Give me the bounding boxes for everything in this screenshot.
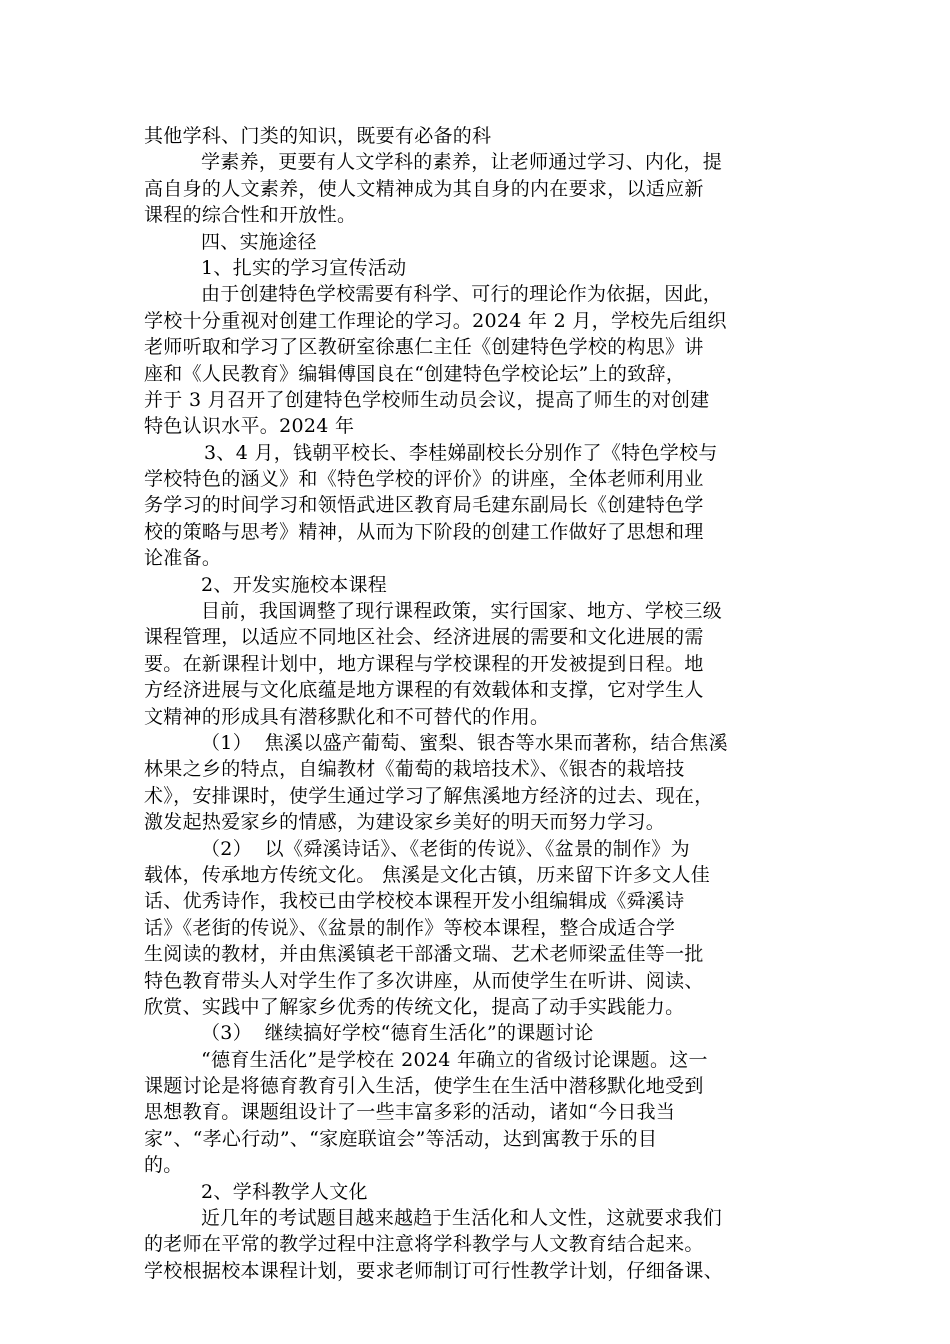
text-line: 座和《人民教育》编辑傅国良在“创建特色学校论坛”上的致辞， <box>144 362 686 385</box>
text-line: 生阅读的教材，并由焦溪镇老干部潘文瑞、艺术老师梁孟佳等一批 <box>144 943 704 966</box>
text-line: 术》，安排课时，使学生通过学习了解焦溪地方经济的过去、现在， <box>144 784 714 807</box>
text-line: 特色教育带头人对学生作了多次讲座，从而使学生在听讲、阅读、 <box>144 969 704 992</box>
text-line: 务学习的时间学习和领悟武进区教育局毛建东副局长《创建特色学 <box>144 494 704 517</box>
text-line: 要。在新课程计划中，地方课程与学校课程的开发被提到日程。地 <box>144 652 704 675</box>
text-line: 学校十分重视对创建工作理论的学习。2024 年 2 月，学校先后组织 <box>144 309 727 332</box>
text-line: （2） 以《舜溪诗话》、《老街的传说》、《盆景的制作》为 <box>201 837 690 860</box>
text-line: 的。 <box>144 1154 183 1177</box>
text-line: 课程的综合性和开放性。 <box>144 204 357 227</box>
text-line: 由于创建特色学校需要有科学、可行的理论作为依据，因此， <box>201 283 723 306</box>
text-line: 文精神的形成具有潜移默化和不可替代的作用。 <box>144 705 550 728</box>
text-line: 课程管理，以适应不同地区社会、经济进展的需要和文化进展的需 <box>144 626 704 649</box>
text-line: 2、开发实施校本课程 <box>201 573 388 596</box>
text-line: 学素养，更要有人文学科的素养，让老师通过学习、内化，提 <box>201 151 723 174</box>
text-line: 学校根据校本课程计划，要求老师制订可行性教学计划，仔细备课、 <box>144 1259 724 1282</box>
text-line: 学校特色的涵义》和《特色学校的评价》的讲座，全体老师利用业 <box>144 468 704 491</box>
text-line: “德育生活化”是学校在 2024 年确立的省级讨论课题。这一 <box>201 1048 708 1071</box>
text-line: 的老师在平常的教学过程中注意将学科教学与人文教育结合起来。 <box>144 1233 704 1256</box>
text-line: 话》《老街的传说》、《盆景的制作》等校本课程，整合成适合学 <box>144 916 676 939</box>
text-line: 高自身的人文素养，使人文精神成为其自身的内在要求，以适应新 <box>144 177 704 200</box>
text-line: 思想教育。课题组设计了一些丰富多彩的活动，诸如“今日我当 <box>144 1101 676 1124</box>
text-line: 课题讨论是将德育教育引入生活，使学生在生活中潜移默化地受到 <box>144 1075 704 1098</box>
text-line: 老师听取和学习了区教研室徐惠仁主任《创建特色学校的构思》讲 <box>144 336 704 359</box>
text-line: 话、优秀诗作，我校已由学校校本课程开发小组编辑成《舜溪诗 <box>144 890 685 913</box>
text-line: 家”、“孝心行动”、“家庭联谊会”等活动，达到寓教于乐的目 <box>144 1127 658 1150</box>
text-line: （1） 焦溪以盛产葡萄、蜜梨、银杏等水果而著称，结合焦溪 <box>201 731 728 754</box>
text-line: 欣赏、实践中了解家乡优秀的传统文化，提高了动手实践能力。 <box>144 995 685 1018</box>
text-line: 2、学科教学人文化 <box>201 1180 368 1203</box>
document-body <box>144 123 824 1284</box>
text-line: 论准备。 <box>144 547 222 570</box>
text-line: 并于 3 月召开了创建特色学校师生动员会议，提高了师生的对创建 <box>144 388 710 411</box>
text-line: 特色认识水平。2024 年 <box>144 415 355 438</box>
text-line: （3） 继续搞好学校“德育生活化”的课题讨论 <box>201 1022 594 1045</box>
text-line: 方经济进展与文化底蕴是地方课程的有效载体和支撑，它对学生人 <box>144 679 704 702</box>
text-line: 激发起热爱家乡的情感，为建设家乡美好的明天而努力学习。 <box>144 811 666 834</box>
text-line: 目前，我国调整了现行课程政策，实行国家、地方、学校三级 <box>201 600 723 623</box>
text-line: 近几年的考试题目越来越趋于生活化和人文性，这就要求我们 <box>201 1207 723 1230</box>
text-line: 其他学科、门类的知识，既要有必备的科 <box>144 125 492 147</box>
text-line: 载体，传承地方传统文化。 焦溪是文化古镇，历来留下许多文人佳 <box>144 863 711 886</box>
text-line: 1、扎实的学习宣传活动 <box>201 256 407 279</box>
text-line: 林果之乡的特点，自编教材《葡萄的栽培技术》、《银杏的栽培技 <box>144 758 685 781</box>
text-line: 校的策略与思考》精神，从而为下阶段的创建工作做好了思想和理 <box>144 520 704 543</box>
text-line: 四、实施途径 <box>201 230 317 253</box>
text-line: 3、4 月，钱朝平校长、李桂娣副校长分别作了《特色学校与 <box>204 441 718 464</box>
